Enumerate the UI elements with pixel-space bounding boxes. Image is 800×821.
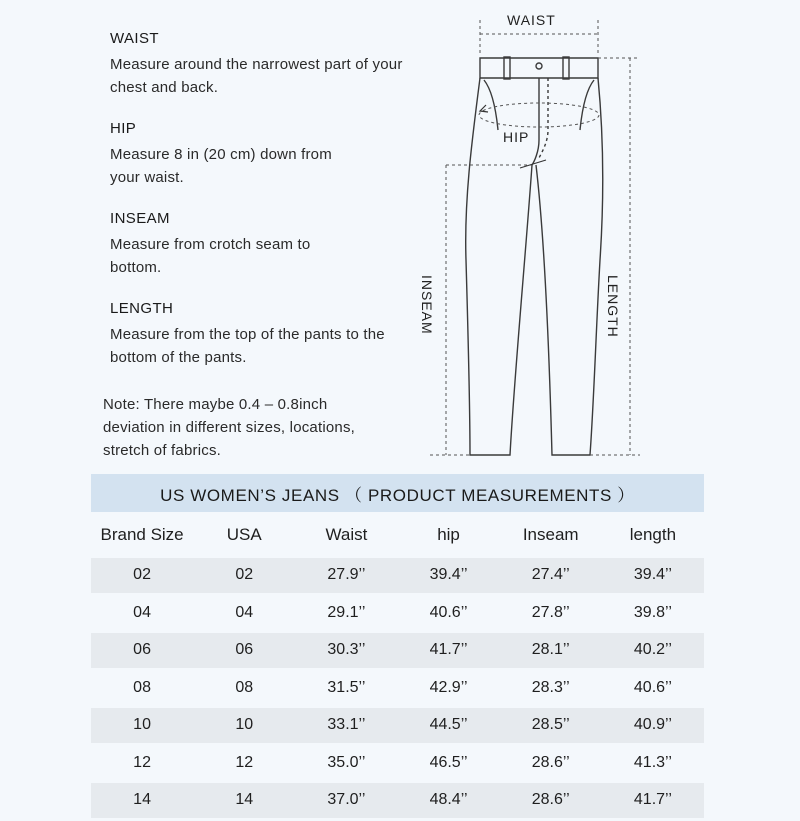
table-row [91, 744, 704, 782]
table-row [91, 782, 704, 820]
hip-arrow-icon [480, 105, 488, 112]
cell-hip: 48.4’’ [397, 782, 499, 820]
inseam-label: INSEAM [419, 275, 435, 335]
cell-length: 40.9’’ [602, 707, 704, 745]
cell-usa: 02 [193, 558, 295, 594]
section-description: Measure from the top of the pants to the bottom of the pants. [110, 326, 385, 366]
header-brand-size: Brand Size [100, 525, 184, 544]
cell-hip: 39.4’’ [397, 558, 499, 594]
measurement-guide [108, 30, 408, 390]
table-row [91, 594, 704, 632]
cell-waist: 30.3’’ [295, 632, 397, 670]
pants-diagram [400, 0, 700, 470]
cell-brand-size: 06 [91, 632, 193, 670]
cell-waist: 33.1’’ [295, 707, 397, 745]
cell-inseam: 28.6’’ [500, 782, 602, 820]
table-row [91, 707, 704, 745]
measure-lines [430, 20, 640, 455]
cell-brand-size: 10 [91, 707, 193, 745]
header-hip: hip [437, 525, 460, 544]
cell-usa: 12 [193, 744, 295, 782]
cell-brand-size: 14 [91, 782, 193, 820]
button-icon [536, 63, 542, 69]
cell-length: 40.6’’ [602, 669, 704, 707]
section-description: Measure around the narrowest part of your chest and back. [110, 56, 403, 96]
cell-inseam: 27.8’’ [500, 594, 602, 632]
size-chart [91, 474, 704, 821]
cell-length: 39.4’’ [602, 558, 704, 594]
guide-section-hip [108, 120, 408, 189]
cell-brand-size: 12 [91, 744, 193, 782]
cell-waist: 27.9’’ [295, 558, 397, 594]
header-waist: Waist [325, 525, 368, 544]
cell-inseam: 28.6’’ [500, 744, 602, 782]
pants-illustration [400, 0, 700, 470]
guide-section-waist [108, 30, 408, 99]
length-label: LENGTH [605, 275, 621, 338]
cell-usa: 04 [193, 594, 295, 632]
table-title: US WOMEN’S JEANS （ PRODUCT MEASUREMENTS ） [91, 474, 704, 512]
cell-length: 41.3’’ [602, 744, 704, 782]
cell-hip: 41.7’’ [397, 632, 499, 670]
cell-brand-size: 02 [91, 558, 193, 594]
cell-usa: 06 [193, 632, 295, 670]
cell-hip: 42.9’’ [397, 669, 499, 707]
cell-waist: 31.5’’ [295, 669, 397, 707]
cell-usa: 14 [193, 782, 295, 820]
table-row [91, 632, 704, 670]
cell-brand-size: 08 [91, 669, 193, 707]
cell-hip: 44.5’’ [397, 707, 499, 745]
table-row [91, 558, 704, 594]
cell-waist: 29.1’’ [295, 594, 397, 632]
header-usa: USA [226, 525, 262, 544]
crotch-arrow-icon [520, 160, 546, 168]
cell-inseam: 28.1’’ [500, 632, 602, 670]
cell-waist: 37.0’’ [295, 782, 397, 820]
cell-length: 40.2’’ [602, 632, 704, 670]
table-row [91, 669, 704, 707]
section-description: Measure from crotch seam to bottom. [110, 236, 311, 276]
cell-inseam: 27.4’’ [500, 558, 602, 594]
belt-loop-icon [563, 57, 569, 79]
cell-usa: 10 [193, 707, 295, 745]
cell-inseam: 28.5’’ [500, 707, 602, 745]
deviation-note: Note: There maybe 0.4 – 0.8inch deviation in different sizes, locations, stretch of fabrics. [103, 396, 356, 459]
section-title: HIP [110, 120, 137, 137]
waist-label: WAIST [507, 12, 556, 28]
cell-length: 39.8’’ [602, 594, 704, 632]
cell-usa: 08 [193, 669, 295, 707]
header-inseam: Inseam [522, 525, 579, 544]
cell-hip: 40.6’’ [397, 594, 499, 632]
guide-section-inseam [108, 210, 408, 279]
waistband-outline [480, 58, 598, 78]
fly-seam [532, 78, 539, 165]
section-description: Measure 8 in (20 cm) down from your waist. [110, 146, 332, 186]
cell-waist: 35.0’’ [295, 744, 397, 782]
section-title: LENGTH [110, 300, 174, 317]
belt-loop-icon [504, 57, 510, 79]
measurements-table [91, 512, 704, 821]
cell-brand-size: 04 [91, 594, 193, 632]
header-length: length [629, 525, 677, 544]
cell-inseam: 28.3’’ [500, 669, 602, 707]
right-leg-outline [536, 78, 603, 455]
cell-hip: 46.5’’ [397, 744, 499, 782]
cell-length: 41.7’’ [602, 782, 704, 820]
fly-stitch [539, 78, 548, 158]
table-header-row [91, 512, 704, 558]
guide-section-length [108, 300, 408, 369]
hip-label: HIP [503, 129, 530, 145]
section-title: WAIST [110, 30, 159, 47]
section-title: INSEAM [110, 210, 170, 227]
